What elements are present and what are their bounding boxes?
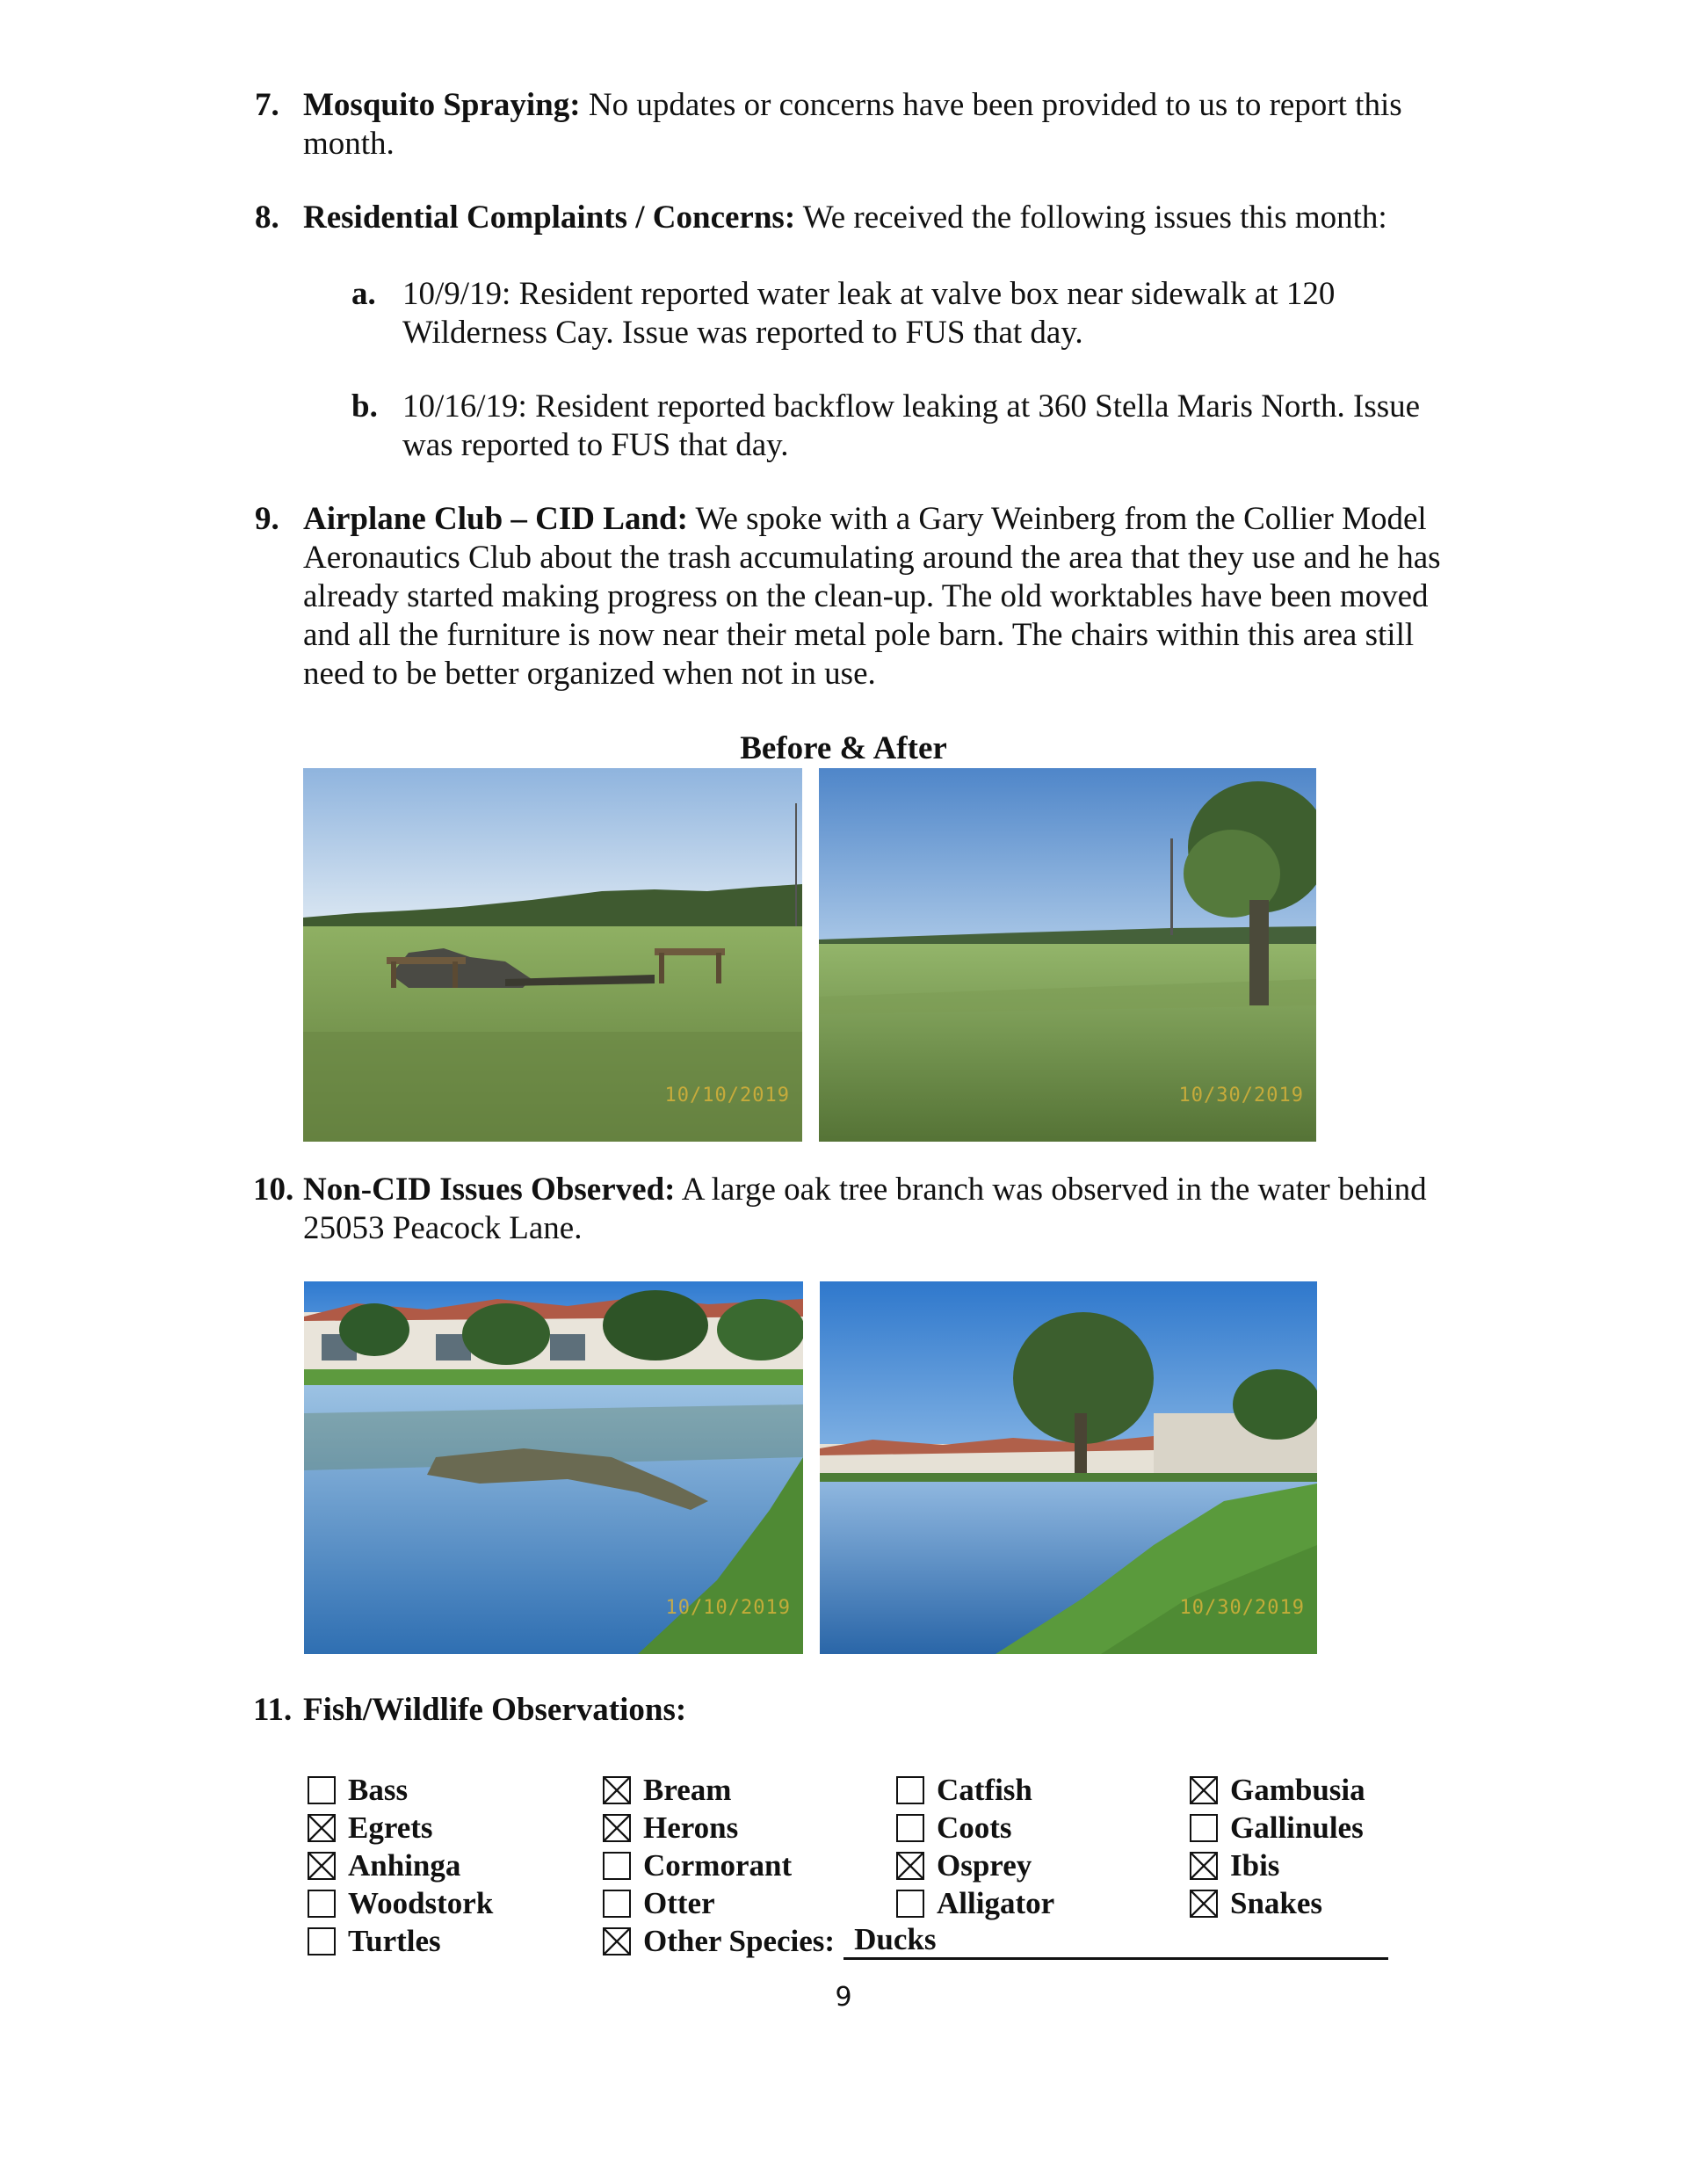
item-text: A large oak tree branch was observed in the water behind 25053 Peacock Lane.: [303, 1172, 1427, 1246]
pond-branch-photo: [304, 1281, 803, 1654]
other-species-field[interactable]: [844, 1922, 1388, 1960]
photo-date-stamp: 10/10/2019: [664, 1085, 790, 1107]
item-text: We spoke with a Gary Weinberg from the Collier Model Aeronautics Club about the trash accumulating around the area that they use and he has already started making progress on the clean-up. The old worktables have been moved and all the furniture is now near their metal pole barn. The chairs within this area still need to be better organized when not in use.: [303, 501, 1441, 692]
wildlife-option[interactable]: [896, 1847, 1054, 1884]
wildlife-column-3: [896, 1771, 1054, 1922]
option-label: Osprey: [937, 1847, 1032, 1883]
wildlife-option[interactable]: [308, 1884, 493, 1922]
option-label: Bream: [643, 1772, 732, 1807]
wildlife-option[interactable]: [308, 1809, 493, 1847]
item-heading: Residential Complaints / Concerns:: [303, 200, 796, 236]
checkbox[interactable]: [896, 1890, 924, 1918]
pond-clean-photo: [820, 1281, 1317, 1654]
option-label: Other Species:: [643, 1923, 836, 1958]
option-label: Woodstork: [348, 1885, 494, 1920]
checkbox[interactable]: [308, 1776, 336, 1804]
item-number: 9.: [255, 501, 279, 537]
option-label: Gambusia: [1230, 1772, 1365, 1807]
option-label: Egrets: [348, 1810, 433, 1845]
wildlife-option[interactable]: [1190, 1884, 1365, 1922]
item-text: No updates or concerns have been provided to us to report this month.: [303, 87, 1402, 162]
checkbox[interactable]: [1190, 1890, 1218, 1918]
checkbox[interactable]: [896, 1814, 924, 1842]
wildlife-column-1: [308, 1771, 493, 1960]
before-photo: [303, 768, 802, 1142]
option-label: Bass: [348, 1772, 409, 1807]
option-label: Anhinga: [348, 1847, 461, 1883]
option-label: Otter: [643, 1885, 715, 1920]
checkbox[interactable]: [1190, 1852, 1218, 1880]
check-x-icon: [898, 1854, 923, 1878]
checkbox[interactable]: [603, 1927, 631, 1955]
item-non-cid-issues: [255, 1171, 1459, 1248]
checkbox[interactable]: [1190, 1776, 1218, 1804]
check-x-icon: [605, 1929, 629, 1954]
wildlife-option[interactable]: [1190, 1809, 1365, 1847]
item-heading: Airplane Club – CID Land:: [303, 501, 688, 537]
sub-label: a.: [351, 276, 376, 312]
wildlife-option[interactable]: [308, 1922, 493, 1960]
page-number: 9: [835, 1982, 852, 2013]
item-number: 8.: [255, 200, 279, 236]
check-x-icon: [1191, 1854, 1216, 1878]
option-label: Herons: [643, 1810, 739, 1845]
option-label: Gallinules: [1230, 1810, 1364, 1845]
other-species-option[interactable]: [603, 1922, 1388, 1960]
option-label: Coots: [937, 1810, 1012, 1845]
checkbox[interactable]: [603, 1890, 631, 1918]
option-label: Ibis: [1230, 1847, 1280, 1883]
check-x-icon: [605, 1778, 629, 1803]
check-x-icon: [1191, 1891, 1216, 1916]
check-x-icon: [1191, 1778, 1216, 1803]
photo-caption: Before & After: [740, 730, 947, 766]
item-number: 11.: [253, 1692, 293, 1728]
wildlife-option[interactable]: [896, 1809, 1054, 1847]
wildlife-option[interactable]: [1190, 1847, 1365, 1884]
sub-label: b.: [351, 388, 378, 424]
wildlife-option[interactable]: [308, 1771, 493, 1809]
option-label: Turtles: [348, 1923, 441, 1958]
option-label: Catfish: [937, 1772, 1032, 1807]
complaint-b: [351, 388, 1459, 465]
photo-date-stamp: 10/10/2019: [665, 1597, 791, 1619]
item-heading: Mosquito Spraying:: [303, 87, 581, 123]
item-heading: Non-CID Issues Observed:: [303, 1172, 676, 1208]
item-wildlife-observations: [255, 1691, 1459, 1730]
checkbox[interactable]: [603, 1776, 631, 1804]
photo-date-stamp: 10/30/2019: [1179, 1597, 1305, 1619]
item-mosquito-spraying: [255, 86, 1459, 163]
checkbox[interactable]: [308, 1890, 336, 1918]
checkbox[interactable]: [308, 1852, 336, 1880]
sub-text: 10/9/19: Resident reported water leak at valve box near sidewalk at 120 Wilderness Cay. Issue was reported to FUS that day.: [402, 276, 1336, 351]
checkbox[interactable]: [896, 1776, 924, 1804]
other-species-value: Ducks: [854, 1922, 937, 1956]
checkbox[interactable]: [603, 1814, 631, 1842]
item-text: We received the following issues this month:: [795, 200, 1387, 236]
wildlife-option[interactable]: [896, 1771, 1054, 1809]
item-residential-complaints: [255, 199, 1459, 237]
option-label: Alligator: [937, 1885, 1055, 1920]
after-photo: [819, 768, 1316, 1142]
check-x-icon: [605, 1816, 629, 1840]
sub-text: 10/16/19: Resident reported backflow leaking at 360 Stella Maris North. Issue was reported to FUS that day.: [402, 388, 1421, 463]
wildlife-option[interactable]: [896, 1884, 1054, 1922]
item-number: 7.: [255, 87, 279, 123]
checkbox[interactable]: [1190, 1814, 1218, 1842]
item-airplane-club: [255, 500, 1459, 693]
checkbox[interactable]: [308, 1927, 336, 1955]
checkbox[interactable]: [603, 1852, 631, 1880]
item-number: 10.: [253, 1172, 294, 1208]
wildlife-option[interactable]: [1190, 1771, 1365, 1809]
check-x-icon: [309, 1854, 334, 1878]
option-label: Snakes: [1230, 1885, 1323, 1920]
item-heading: Fish/Wildlife Observations:: [303, 1692, 687, 1728]
wildlife-column-4: [1190, 1771, 1365, 1922]
check-x-icon: [309, 1816, 334, 1840]
complaint-a: [351, 275, 1459, 352]
checkbox[interactable]: [896, 1852, 924, 1880]
wildlife-option[interactable]: [308, 1847, 493, 1884]
option-label: Cormorant: [643, 1847, 793, 1883]
checkbox[interactable]: [308, 1814, 336, 1842]
photo-date-stamp: 10/30/2019: [1178, 1085, 1304, 1107]
